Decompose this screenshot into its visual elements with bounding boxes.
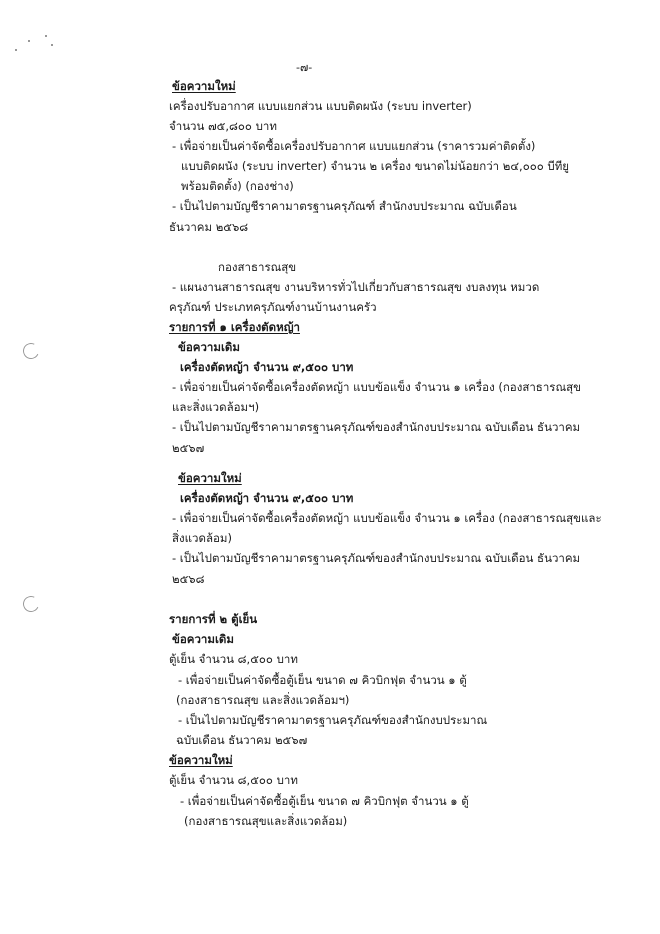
document-line: รายการที่ ๒ ตู้เย็น bbox=[169, 612, 258, 626]
document-line: - เป็นไปตามบัญชีราคามาตรฐานครุภัณฑ์ของสำนักงบประมาณ ฉบับเดือน ธันวาคม bbox=[172, 420, 581, 434]
document-line: - แผนงานสาธารณสุข งานบริหารทั่วไปเกี่ยวกับสาธารณสุข งบลงทุน หมวด bbox=[172, 280, 540, 294]
scan-speck bbox=[45, 35, 47, 37]
document-line: - เป็นไปตามบัญชีราคามาตรฐานครุภัณฑ์ สำนักงบประมาณ ฉบับเดือน bbox=[172, 199, 517, 213]
document-line: ข้อความใหม่ bbox=[178, 471, 242, 485]
scan-speck bbox=[28, 40, 30, 42]
document-line: ๒๕๖๘ bbox=[172, 572, 205, 586]
document-line: ฉบับเดือน ธันวาคม ๒๕๖๗ bbox=[176, 733, 308, 747]
document-line: จำนวน ๗๕,๘๐๐ บาท bbox=[169, 119, 277, 133]
scan-speck bbox=[51, 44, 53, 46]
document-line: เครื่องตัดหญ้า จำนวน ๙,๕๐๐ บาท bbox=[180, 360, 354, 374]
document-line: ตู้เย็น จำนวน ๘,๕๐๐ บาท bbox=[169, 652, 298, 666]
document-line: แบบติดผนัง (ระบบ inverter) จำนวน ๒ เครื่อง ขนาดไม่น้อยกว่า ๒๔,๐๐๐ บีทียู bbox=[181, 159, 570, 173]
document-line: - เพื่อจ่ายเป็นค่าจัดซื้อตู้เย็น ขนาด ๗ คิวบิกฟุต จำนวน ๑ ตู้ bbox=[180, 794, 469, 808]
document-line: - เพื่อจ่ายเป็นค่าจัดซื้อเครื่องตัดหญ้า แบบข้อแข็ง จำนวน ๑ เครื่อง (กองสาธารณสุข bbox=[172, 380, 582, 394]
document-line: ๒๕๖๗ bbox=[172, 441, 205, 455]
document-line: - เป็นไปตามบัญชีราคามาตรฐานครุภัณฑ์ของสำนักงบประมาณ ฉบับเดือน ธันวาคม bbox=[172, 551, 581, 565]
document-line: เครื่องปรับอากาศ แบบแยกส่วน แบบติดผนัง (ระบบ inverter) bbox=[169, 99, 472, 113]
document-line: - เพื่อจ่ายเป็นค่าจัดซื้อตู้เย็น ขนาด ๗ คิวบิกฟุต จำนวน ๑ ตู้ bbox=[178, 673, 467, 687]
document-line: สิ่งแวดล้อม) bbox=[172, 531, 232, 545]
document-line: ข้อความเดิม bbox=[172, 632, 234, 646]
punch-hole-mark bbox=[21, 341, 42, 362]
page-number: -๗- bbox=[296, 61, 313, 74]
punch-hole-mark bbox=[21, 594, 42, 615]
document-line: เครื่องตัดหญ้า จำนวน ๙,๕๐๐ บาท bbox=[180, 491, 354, 505]
scan-speck bbox=[15, 49, 17, 51]
document-line: - เป็นไปตามบัญชีราคามาตรฐานครุภัณฑ์ของสำนักงบประมาณ bbox=[178, 713, 488, 727]
document-line: (กองสาธารณสุขและสิ่งแวดล้อม) bbox=[184, 814, 348, 828]
document-line: ข้อความใหม่ bbox=[169, 753, 233, 767]
document-line: ครุภัณฑ์ ประเภทครุภัณฑ์งานบ้านงานครัว bbox=[169, 300, 377, 314]
document-line: กองสาธารณสุข bbox=[218, 260, 297, 274]
document-line: (กองสาธารณสุข และสิ่งแวดล้อมฯ) bbox=[176, 693, 350, 707]
document-line: - เพื่อจ่ายเป็นค่าจัดซื้อเครื่องปรับอากาศ แบบแยกส่วน (ราคารวมค่าติดตั้ง) bbox=[172, 139, 536, 153]
document-line: - เพื่อจ่ายเป็นค่าจัดซื้อเครื่องตัดหญ้า แบบข้อแข็ง จำนวน ๑ เครื่อง (กองสาธารณสุขและ bbox=[172, 511, 602, 525]
document-line: พร้อมติดตั้ง) (กองช่าง) bbox=[181, 179, 294, 193]
document-line: รายการที่ ๑ เครื่องตัดหญ้า bbox=[169, 320, 300, 334]
document-line: ธันวาคม ๒๕๖๘ bbox=[169, 220, 249, 234]
document-line: และสิ่งแวดล้อมฯ) bbox=[172, 400, 260, 414]
document-line: ตู้เย็น จำนวน ๘,๕๐๐ บาท bbox=[169, 773, 298, 787]
document-line: ข้อความเดิม bbox=[178, 340, 240, 354]
document-line: ข้อความใหม่ bbox=[172, 79, 236, 93]
